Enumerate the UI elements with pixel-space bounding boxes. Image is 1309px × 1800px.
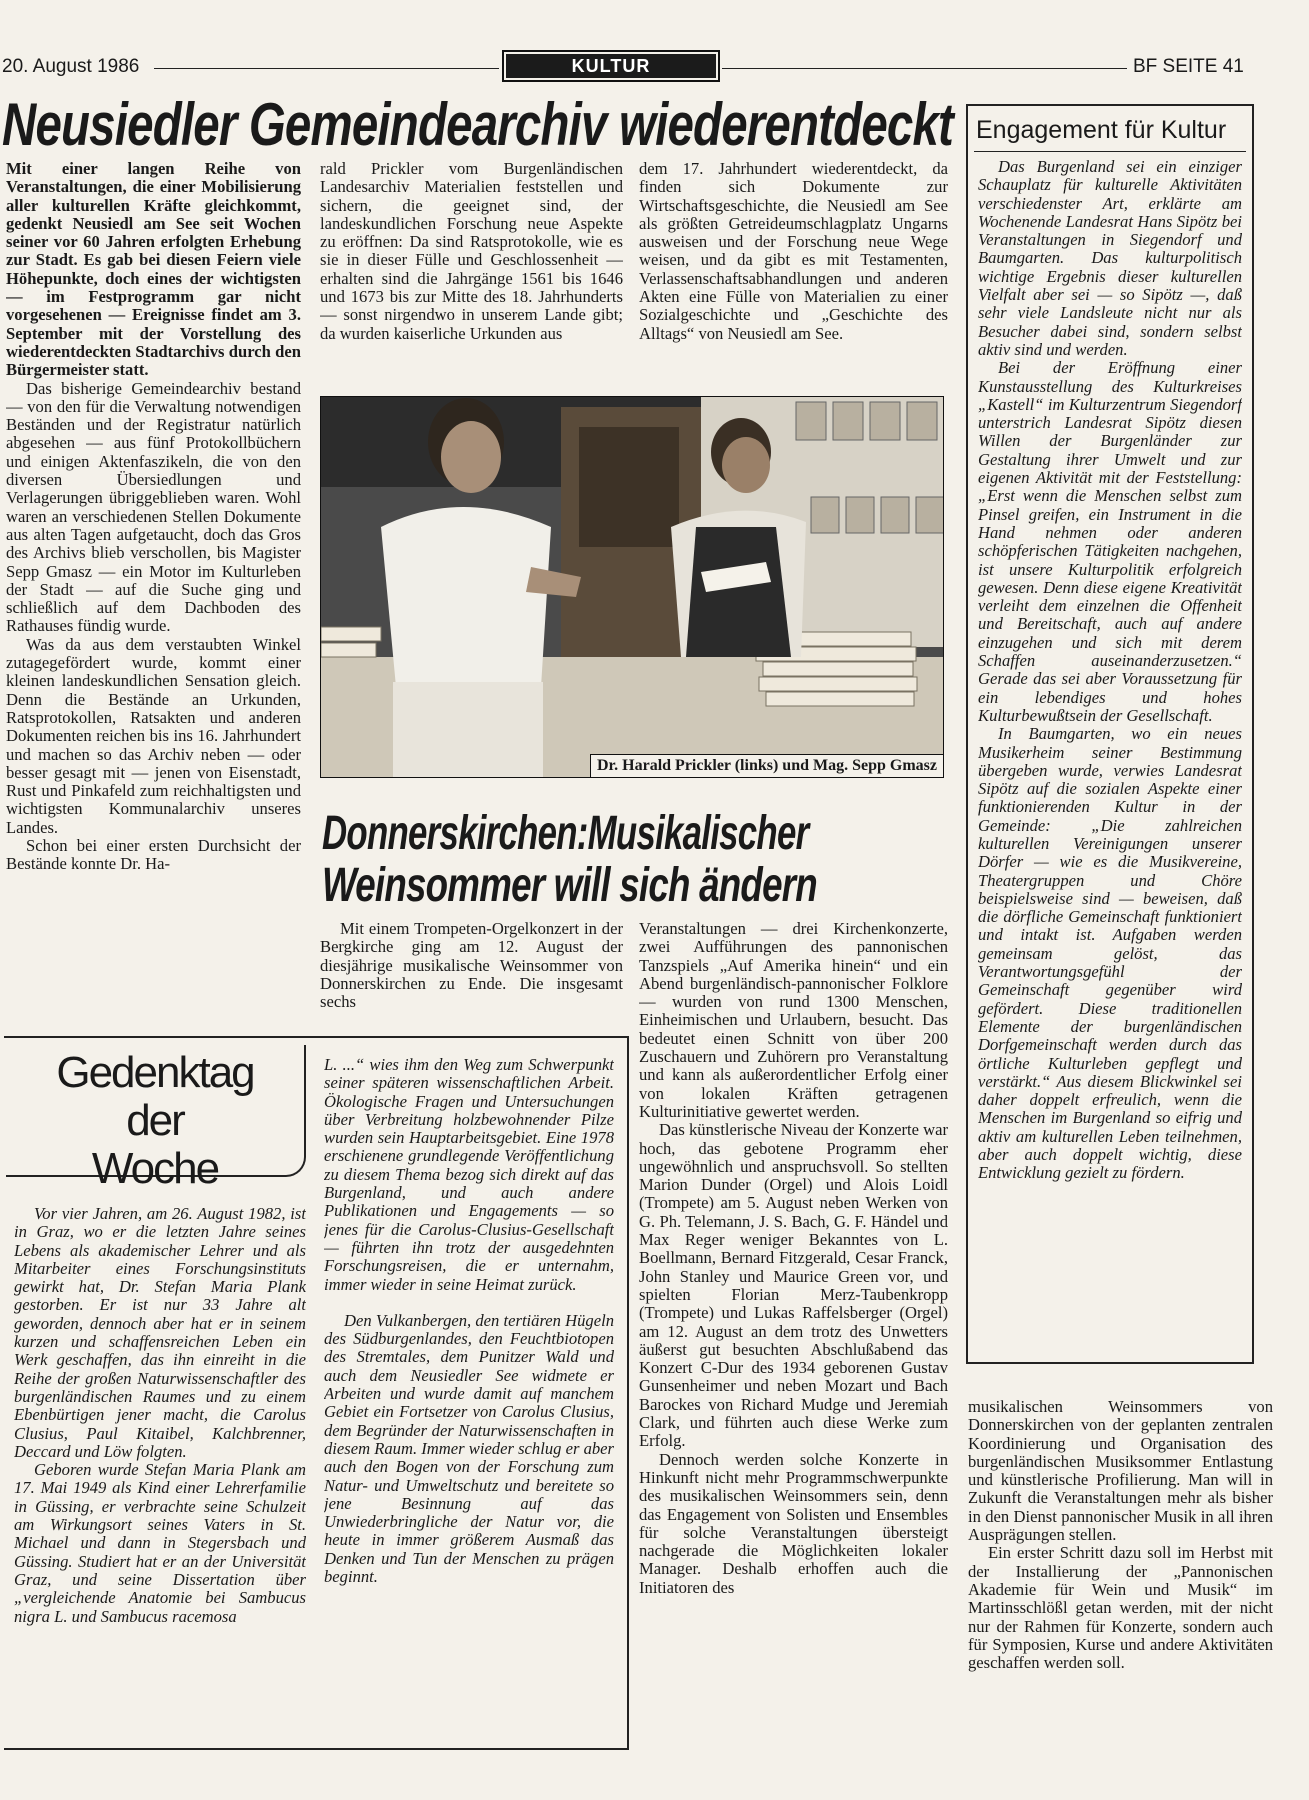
sidebar-paragraph: Bei der Eröffnung einer Kunstausstellung des Kulturkreises „Kastell“ im Kulturzentrum Siegendorf unterstrich Landesrat Sipötz diesen Willen der Burgenländer zur Gestaltung ihrer Umwelt und zur eigenen Aktivität mit der Feststellung: „Erst wenn die Menschen selbst zum Pinsel greifen, ein Instrument in die Hand nehmen oder anderen schöpferischen Tätigkeiten nachgehen, ist unsere Kulturpolitik erfolgreich gewesen. Denn diese eigene Kreativität verleiht dem einzelnen die Offenheit und Bereitschaft, auch auf andere einzugehen und sich mit derem Schaffen auseinanderzusetzen.“ Gerade das sei aber Voraussetzung für ein lebendiges und hohes Kulturbewußtsein der Gesellschaft. [978, 358, 1242, 725]
page-number: BF SEITE 41 [1133, 56, 1244, 77]
article1-paragraph: rald Prickler vom Burgenländischen Landesarchiv Materialien feststellen und sichern, die geeignet sind, der landeskundlichen Forschung neue Aspekte zu eröffnen: Da sind Ratsprotokolle, wie es sie in dieser Fülle und Geschlossenheit — erhalten sind die Jahrgänge 1561 bis 1646 und 1673 bis zur Mitte des 18. Jahrhunderts — sonst nirgendwo in unserem Lande gibt; da wurden kaiserliche Urkunden aus [320, 160, 623, 343]
article2-paragraph: Das künstlerische Niveau der Konzerte war hoch, das gebotene Programm eher ungewöhnlich und anspruchsvoll. So stellten Marion Dunder (Orgel) und Alois Loidl (Trompete) am 5. August neben Werken von G. Ph. Telemann, J. S. Bach, G. F. Händel und Max Reger weniger Bekanntes von L. Boellmann, Bernard Fitzgerald, Cesar Franck, John Stanley und Maurice Green vor, und spielten Florian Merz-Taubenkropp (Trompete) und Lukas Raffelsberger (Orgel) am 12. August an dem trotz des Unwetters äußerst gut besuchten Abschlußabend das Konzert C-Dur des 1934 geborenen Gustav Gunsenheimer und neben Mozart und Bach Barockes von Richard Mudge und Jeremiah Clark, und führten auch diese Werke zum Erfolg. [639, 1120, 948, 1451]
gedenktag-title-line3: Woche [91, 1144, 219, 1193]
article1-lead: Mit einer langen Reihe von Veranstaltungen, die einer Mobilisierung aller kulturellen Kräfte gleichkommt, gedenkt Neusiedl am See seit Wochen seiner vor 60 Jahren erfolgten Erhebung zur Stadt. Es gab bei diesen Feiern viele Höhepunkte, doch eines der wichtigsten — im Festprogramm gar nicht vorgesehenen — Ereignisse findet am 3. September mit der Vorstellung des wiederentdeckten Stadtarchivs durch den Bürgermeister statt. [6, 160, 301, 380]
gedenktag-column-1 [14, 1205, 306, 1745]
article1-column-3 [639, 160, 948, 385]
section-label-text: KULTUR [506, 54, 716, 78]
gedenktag-title-line1: Gedenktag [56, 1048, 254, 1097]
gedenktag-title-line2: der [126, 1096, 184, 1145]
article1-column-2 [320, 160, 623, 385]
photo-caption: Dr. Harald Prickler (links) und Mag. Sepp Gmasz [590, 754, 943, 777]
article1-paragraph: Schon bei einer ersten Durchsicht der Bestände konnte Dr. Ha- [6, 835, 301, 874]
section-label [502, 50, 720, 82]
gedenktag-title-frame [6, 1045, 306, 1193]
gedenktag-column-2 [324, 1056, 614, 1746]
photo-illustration [321, 397, 943, 777]
article2-paragraph: Ein erster Schritt dazu soll im Herbst mit der Installierung der „Pannonischen Akademie für Wein und Musik“ im Martinsschlößl getan werden, mit der nicht nur der Rahmen für Konzerte, sondern auch für Symposien, Kurse und andere Aktivitäten geschaffen werden soll. [968, 1543, 1273, 1673]
article2-paragraph: Veranstaltungen — drei Kirchenkonzerte, zwei Aufführungen des pannonischen Tanzspiels „Auf Amerika hinein“ und ein Abend burgenländisch-pannonischer Folklore — wurden von rund 1300 Menschen, Einheimischen und Urlaubern, besucht. Das bedeutet einen Schnitt von über 200 Zuschauern und Zuhörern pro Veranstaltung und kann als außerordentlicher Erfolg einer von lokalen Kräften getragenen Kulturinitiative gewertet werden. [639, 920, 948, 1121]
article1-paragraph: dem 17. Jahrhundert wiederentdeckt, da finden sich Dokumente zur Wirtschaftsgeschichte, die Neusiedl am See als größten Getreideumschlagplatz Ungarns ausweisen und der Forschung neue Wege weisen, und da gibt es mit Testamenten, Verlassenschaftsabhandlungen und anderen Akten eine Fülle von Materialien zu einer Sozialgeschichte und „Geschichte des Alltags“ von Neusiedl am See. [639, 160, 948, 343]
header-rule-right [722, 68, 1127, 69]
sidebar-text [978, 158, 1242, 1338]
gedenktag-paragraph: L. ...“ wies ihm den Weg zum Schwerpunkt seiner späteren wissenschaftlichen Arbeit. Ökologische Fragen und Untersuchungen über Verbreitung holzbewohnender Pilze wurden sein Hauptarbeitsgebiet. Eine 1978 erschienene grundlegende Veröffentlichung zu diesem Thema bezog sich direkt auf das Burgenland, und auch andere Publikationen und Engagements — so jenes für die Carolus-Clusius-Gesellschaft — führten ihn trotz der ausgedehnten Forschungsreisen, die er unternahm, immer wieder in seine Heimat zurück. [324, 1056, 614, 1294]
article2-column-2 [639, 920, 948, 1750]
article-headline-neusiedl: Neusiedler Gemeindearchiv wiederentdeckt [2, 91, 954, 158]
sidebar-title-rule [974, 151, 1246, 152]
gedenktag-paragraph: Den Vulkanbergen, den tertiären Hügeln des Südburgenlandes, den Feuchtbiotopen des Stremtales, dem Punitzer Wald und auch dem Neusiedler See widmete er Arbeiten und wurde damit auf manchem Gebiet ein Fortsetzer von Carolus Clusius, dem Begründer der Naturwissenschaften in diesem Raum. Immer wieder schlug er aber auch den Bogen von der Forschung zum Natur- und Umweltschutz und bereitete so jene Besinnung auf das Unwiederbringliche der Natur vor, die heute in immer größerem Ausmaß das Denken und Tun der Menschen zu prägen beginnt. [324, 1310, 614, 1587]
article-headline-donnerskirchen-line2: Weinsommer will sich ändern [322, 859, 817, 912]
issue-date: 20. August 1986 [2, 56, 140, 77]
article2-paragraph: Dennoch werden solche Konzerte in Hinkunft nicht mehr Programmschwerpunkte des musikalischen Weinsommers sein, denn das Engagement von Solisten und Ensembles für solche Veranstaltungen übersteigt nachgerade die Möglichkeiten lokaler Manager. Deshalb erhoffen auch die Initiatoren des [639, 1449, 948, 1597]
article2-paragraph: musikalischen Weinsommers von Donnerskirchen von der geplanten zentralen Koordinierung und Organisation des burgenländischen Musiksommer Entlastung und künstlerische Profilierung. Man will in Zukunft die Veranstaltungen mehr als bisher in den Dienst pannonischer Musik in all ihren Ausprägungen stellen. [968, 1398, 1273, 1545]
article-headline-donnerskirchen-line1: Donnerskirchen:Musikalischer [322, 807, 809, 860]
photo-archive-inspection [320, 396, 944, 778]
article2-column-1 [320, 920, 623, 1015]
sidebar-paragraph: Das Burgenland sei ein einziger Schauplatz für kulturelle Aktivitäten verschiedenster Art, erklärte am Wochenende Landesrat Hans Sipötz bei Veranstaltungen in Siegendorf und Baumgarten. Das kulturpolitisch wichtige Ergebnis dieser kulturellen Vielfalt aber sei — so Sipötz —, daß sehr viele Landsleute nicht nur als Besucher dabei sind, sondern selbst aktiv sind und werden. [978, 158, 1242, 359]
article2-paragraph: Mit einem Trompeten-Orgelkonzert in der Bergkirche ging am 12. August der diesjährige musikalische Weinsommer von Donnerskirchen zu Ende. Die insgesamt sechs [320, 920, 623, 1012]
article1-column-1 [6, 160, 301, 998]
article1-paragraph: Das bisherige Gemeindearchiv bestand — von den für die Verwaltung notwendigen Beständen und der Registratur natürlich abgesehen — aus fünf Protokollbüchern und einigen Aktenfaszikeln, die von den diversen Übersiedlungen und Verlagerungen übriggeblieben waren. Wohl waren an verschiedenen Stellen Dokumente aus alten Tagen aufgetaucht, doch das Gros des Archivs blieb verschollen, bis Magister Sepp Gmasz — ein Motor im Kulturleben der Stadt — auf die Suche ging und schließlich auf dem Dachboden des Rathauses fündig wurde. [6, 378, 301, 636]
article2-column-3 [968, 1398, 1273, 1750]
header-rule-left [154, 68, 499, 69]
sidebar-paragraph: In Baumgarten, wo ein neues Musikerheim seiner Bestimmung übergeben wurde, verwies Landesrat Sipötz auf die sozialen Aspekte einer funktionierenden Kultur in der Gemeinde: „Die zahlreichen kulturellen Vereinigungen unserer Dörfer — wie es die Musikvereine, Theatergruppen und Chöre beispielsweise sind — beweisen, daß die dörfliche Gemeinschaft funktioniert und intakt ist. Aufgaben werden gemeinsam gelöst, das Verantwortungsgefühl der Gemeinschaft gegenüber wird gefördert. Diese traditionellen Elemente der burgenländischen Dorfgemeinschaft werden durch das örtliche Kulturleben gepflegt und verstärkt.“ Aus diesem Blickwinkel sei daher doppelt erfreulich, wenn die Menschen im Burgenland so eifrig und aktiv am kulturellen Leben teilnehmen, aber auch doppelt wichtig, diese Entwicklung gezielt zu fördern. [978, 724, 1242, 1183]
gedenktag-paragraph: Geboren wurde Stefan Maria Plank am 17. Mai 1949 als Kind einer Lehrerfamilie in Güssing, er verbrachte seine Schulzeit am Wirkungsort seines Vaters in St. Michael und dann in Stegersbach und Güssing. Studiert hat er an der Universität Graz, und seine Dissertation über „vergleichende Anatomie bei Sambucus nigra L. und Sambucus racemosa [14, 1460, 306, 1626]
sidebar-title: Engagement für Kultur [976, 116, 1227, 144]
article1-paragraph: Was da aus dem verstaubten Winkel zutagegefördert wurde, kommt einer kleinen landeskundlichen Sensation gleich. Denn die Bestände an Urkunden, Ratsprotokollen, Ratsakten und anderen Dokumenten reichen bis ins 16. Jahrhundert und machen so das Archiv neben — oder besser gesagt mit — jenen von Eisenstadt, Rust und Pinkafeld zum reichhaltigsten und wichtigsten Kommunalarchiv unseres Landes. [6, 634, 301, 837]
gedenktag-paragraph: Vor vier Jahren, am 26. August 1982, ist in Graz, wo er die letzten Jahre seines Lebens als akademischer Lehrer und als Mitarbeiter eines Forschungsinstituts gewirkt hat, Dr. Stefan Maria Plank gestorben. Er ist nur 33 Jahre alt geworden, dennoch aber hat er in seinem kurzen und schaffensreichen Leben ein Werk geschaffen, das ihn einreiht in die Reihe der großen Naturwissenschaftler des burgenländischen Raumes und zu einem Ebenbürtigen jener macht, die Carolus Clusius, Paul Kitaibel, Kalchbrenner, Deccard und Löw folgten. [14, 1205, 306, 1461]
sidebar-box [966, 104, 1254, 1364]
